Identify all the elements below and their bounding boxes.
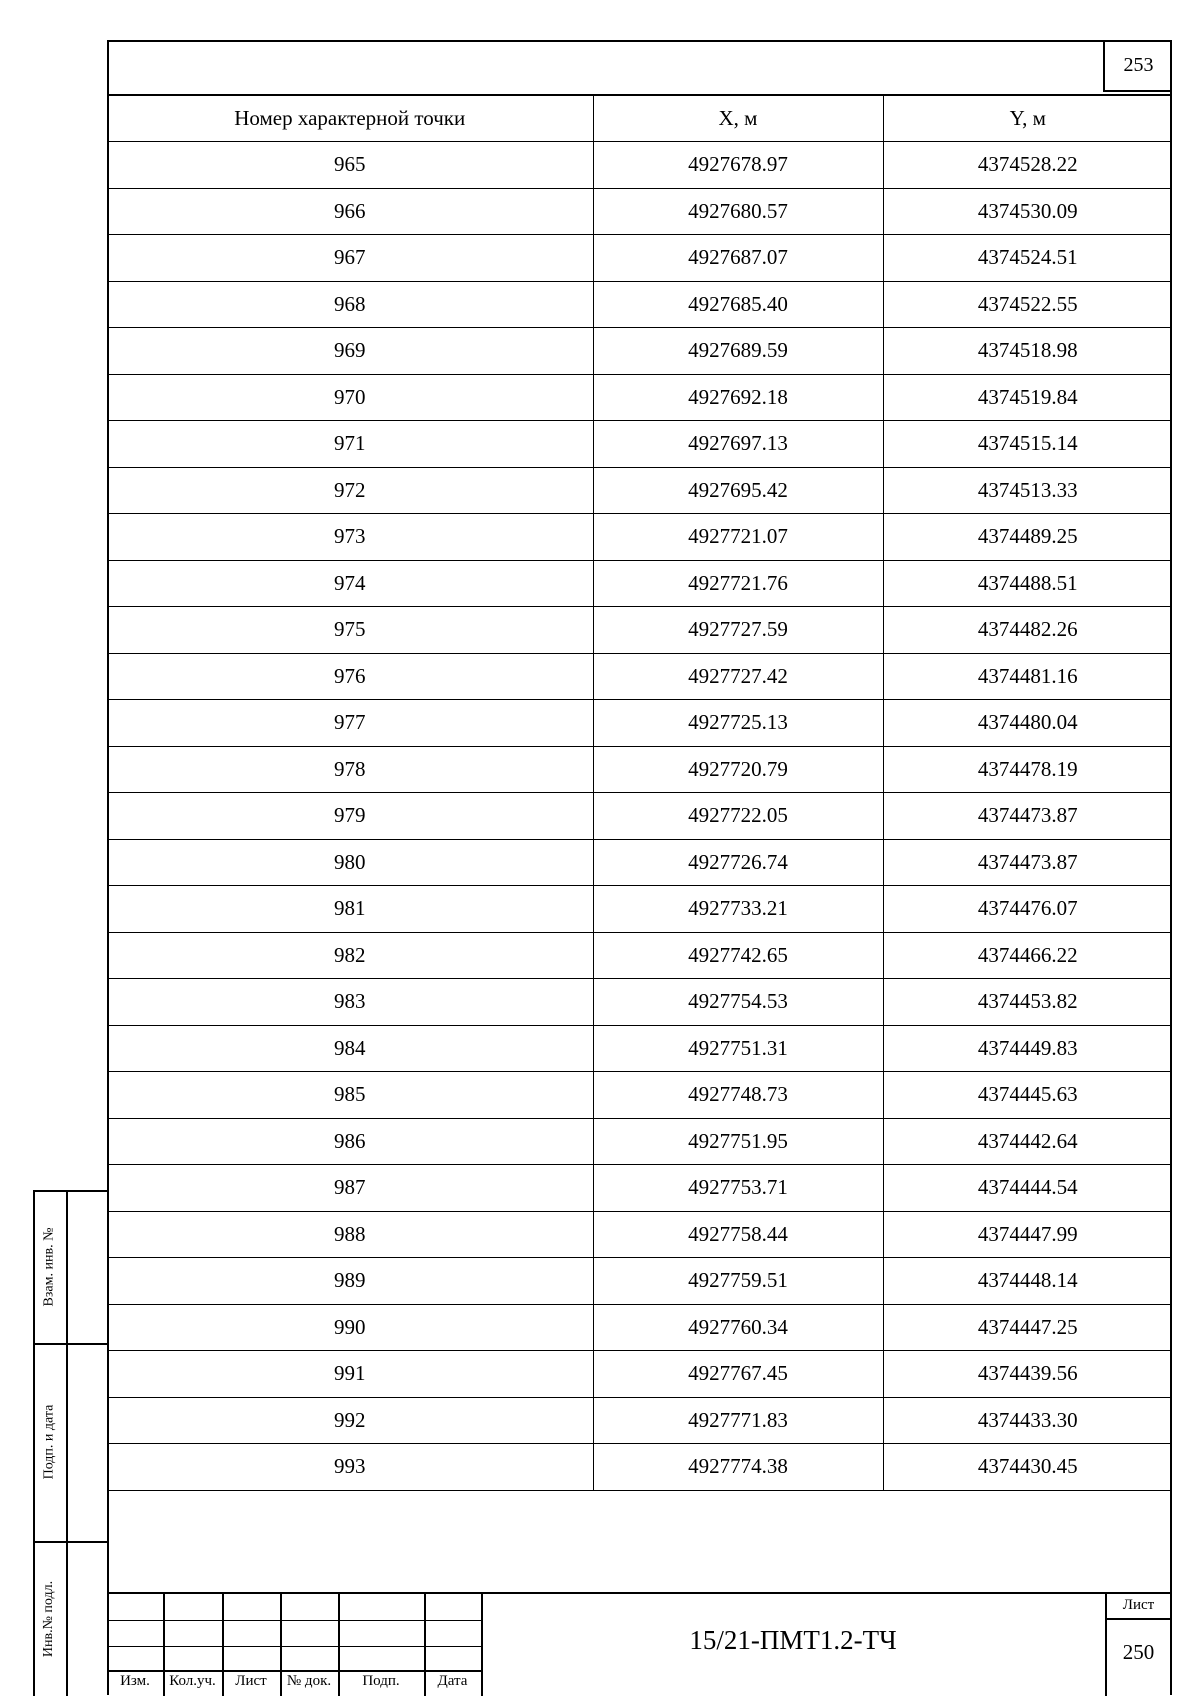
point-number-cell: 993	[107, 1444, 593, 1491]
table-row	[107, 1351, 1172, 1398]
side-label-inv-podl: Инв.№ подл.	[41, 1580, 57, 1657]
x-coordinate-cell: 4927721.07	[593, 514, 883, 561]
table-row	[107, 235, 1172, 282]
x-coordinate-cell: 4927720.79	[593, 746, 883, 793]
point-number-cell: 985	[107, 1072, 593, 1119]
point-number-cell: 984	[107, 1025, 593, 1072]
table-row	[107, 467, 1172, 514]
x-coordinate-cell: 4927689.59	[593, 328, 883, 375]
table-row	[107, 1165, 1172, 1212]
side-stamp-divider	[66, 1190, 68, 1696]
table-row	[107, 793, 1172, 840]
table-row	[107, 188, 1172, 235]
coordinates-table	[107, 94, 1172, 1491]
table-row	[107, 281, 1172, 328]
y-coordinate-cell: 4374524.51	[883, 235, 1172, 282]
y-coordinate-cell: 4374519.84	[883, 374, 1172, 421]
y-coordinate-cell: 4374528.22	[883, 142, 1172, 189]
x-coordinate-cell: 4927751.31	[593, 1025, 883, 1072]
table-row	[107, 607, 1172, 654]
y-coordinate-cell: 4374515.14	[883, 421, 1172, 468]
table-row	[107, 979, 1172, 1026]
x-coordinate-cell: 4927753.71	[593, 1165, 883, 1212]
x-coordinate-cell: 4927695.42	[593, 467, 883, 514]
point-number-cell: 991	[107, 1351, 593, 1398]
x-coordinate-cell: 4927722.05	[593, 793, 883, 840]
y-coordinate-cell: 4374522.55	[883, 281, 1172, 328]
x-coordinate-cell: 4927758.44	[593, 1211, 883, 1258]
table-row	[107, 700, 1172, 747]
point-number-cell: 965	[107, 142, 593, 189]
point-number-cell: 970	[107, 374, 593, 421]
sheet-number: 250	[1122, 1640, 1155, 1664]
sheet-label: Лист	[1122, 1597, 1155, 1613]
y-coordinate-cell: 4374482.26	[883, 607, 1172, 654]
point-number-cell: 983	[107, 979, 593, 1026]
x-coordinate-cell: 4927697.13	[593, 421, 883, 468]
page-number: 253	[1123, 53, 1154, 76]
point-number-cell: 974	[107, 560, 593, 607]
tb-col-doc-num: № док.	[286, 1673, 332, 1689]
x-coordinate-cell: 4927767.45	[593, 1351, 883, 1398]
table-row	[107, 1397, 1172, 1444]
x-coordinate-cell: 4927680.57	[593, 188, 883, 235]
header-x: X, м	[593, 95, 883, 142]
point-number-cell: 988	[107, 1211, 593, 1258]
y-coordinate-cell: 4374430.45	[883, 1444, 1172, 1491]
point-number-cell: 986	[107, 1118, 593, 1165]
x-coordinate-cell: 4927771.83	[593, 1397, 883, 1444]
y-coordinate-cell: 4374445.63	[883, 1072, 1172, 1119]
y-coordinate-cell: 4374476.07	[883, 886, 1172, 933]
y-coordinate-cell: 4374448.14	[883, 1258, 1172, 1305]
tb-col-izm: Изм.	[120, 1673, 150, 1689]
x-coordinate-cell: 4927748.73	[593, 1072, 883, 1119]
y-coordinate-cell: 4374513.33	[883, 467, 1172, 514]
table-row	[107, 653, 1172, 700]
side-label-podp-data: Подп. и дата	[41, 1404, 57, 1480]
table-row	[107, 1304, 1172, 1351]
table-row	[107, 1072, 1172, 1119]
x-coordinate-cell: 4927687.07	[593, 235, 883, 282]
x-coordinate-cell: 4927678.97	[593, 142, 883, 189]
document-code: 15/21-ПМТ1.2-ТЧ	[689, 1625, 897, 1655]
sheet-box-line	[1105, 1618, 1172, 1620]
point-number-cell: 978	[107, 746, 593, 793]
x-coordinate-cell: 4927726.74	[593, 839, 883, 886]
table-row	[107, 514, 1172, 561]
y-coordinate-cell: 4374453.82	[883, 979, 1172, 1026]
point-number-cell: 989	[107, 1258, 593, 1305]
x-coordinate-cell: 4927751.95	[593, 1118, 883, 1165]
title-block-top-line	[107, 1592, 1172, 1594]
table-row	[107, 421, 1172, 468]
y-coordinate-cell: 4374530.09	[883, 188, 1172, 235]
y-coordinate-cell: 4374480.04	[883, 700, 1172, 747]
point-number-cell: 981	[107, 886, 593, 933]
tb-col-list: Лист	[235, 1673, 267, 1689]
side-cell-vzam	[33, 1190, 66, 1343]
point-number-cell: 975	[107, 607, 593, 654]
point-number-cell: 980	[107, 839, 593, 886]
x-coordinate-cell: 4927754.53	[593, 979, 883, 1026]
table-row	[107, 932, 1172, 979]
table-row	[107, 1258, 1172, 1305]
y-coordinate-cell: 4374433.30	[883, 1397, 1172, 1444]
x-coordinate-cell: 4927725.13	[593, 700, 883, 747]
y-coordinate-cell: 4374473.87	[883, 839, 1172, 886]
y-coordinate-cell: 4374473.87	[883, 793, 1172, 840]
table-row	[107, 1118, 1172, 1165]
y-coordinate-cell: 4374449.83	[883, 1025, 1172, 1072]
x-coordinate-cell: 4927685.40	[593, 281, 883, 328]
point-number-cell: 973	[107, 514, 593, 561]
side-cell-inv-podl	[33, 1541, 66, 1696]
point-number-cell: 976	[107, 653, 593, 700]
point-number-cell: 990	[107, 1304, 593, 1351]
point-number-cell: 992	[107, 1397, 593, 1444]
point-number-cell: 979	[107, 793, 593, 840]
x-coordinate-cell: 4927774.38	[593, 1444, 883, 1491]
table-row	[107, 886, 1172, 933]
table-row	[107, 839, 1172, 886]
table-row	[107, 1444, 1172, 1491]
x-coordinate-cell: 4927760.34	[593, 1304, 883, 1351]
y-coordinate-cell: 4374489.25	[883, 514, 1172, 561]
point-number-cell: 987	[107, 1165, 593, 1212]
point-number-cell: 977	[107, 700, 593, 747]
x-coordinate-cell: 4927721.76	[593, 560, 883, 607]
y-coordinate-cell: 4374442.64	[883, 1118, 1172, 1165]
y-coordinate-cell: 4374466.22	[883, 932, 1172, 979]
point-number-cell: 971	[107, 421, 593, 468]
table-row	[107, 328, 1172, 375]
x-coordinate-cell: 4927742.65	[593, 932, 883, 979]
y-coordinate-cell: 4374518.98	[883, 328, 1172, 375]
x-coordinate-cell: 4927759.51	[593, 1258, 883, 1305]
table-header-row	[107, 95, 1172, 142]
x-coordinate-cell: 4927727.42	[593, 653, 883, 700]
y-coordinate-cell: 4374439.56	[883, 1351, 1172, 1398]
side-cell-podp	[33, 1343, 66, 1541]
point-number-cell: 966	[107, 188, 593, 235]
point-number-cell: 969	[107, 328, 593, 375]
point-number-cell: 982	[107, 932, 593, 979]
tb-col-kol-uch: Кол.уч.	[169, 1673, 216, 1689]
y-coordinate-cell: 4374481.16	[883, 653, 1172, 700]
header-y: Y, м	[883, 95, 1172, 142]
side-label-vzam-inv: Взам. инв. №	[41, 1227, 57, 1306]
x-coordinate-cell: 4927727.59	[593, 607, 883, 654]
y-coordinate-cell: 4374444.54	[883, 1165, 1172, 1212]
page-number-box	[1103, 40, 1172, 92]
header-point-number: Номер характерной точки	[107, 95, 593, 142]
table-row	[107, 1025, 1172, 1072]
table-row	[107, 560, 1172, 607]
table-row	[107, 142, 1172, 189]
tb-col-podp: Подп.	[362, 1673, 400, 1689]
table-row	[107, 374, 1172, 421]
table-body	[107, 142, 1172, 1491]
table-row	[107, 746, 1172, 793]
tb-col-data: Дата	[437, 1673, 468, 1689]
table-row	[107, 1211, 1172, 1258]
point-number-cell: 972	[107, 467, 593, 514]
y-coordinate-cell: 4374478.19	[883, 746, 1172, 793]
y-coordinate-cell: 4374447.25	[883, 1304, 1172, 1351]
point-number-cell: 968	[107, 281, 593, 328]
x-coordinate-cell: 4927692.18	[593, 374, 883, 421]
y-coordinate-cell: 4374447.99	[883, 1211, 1172, 1258]
x-coordinate-cell: 4927733.21	[593, 886, 883, 933]
point-number-cell: 967	[107, 235, 593, 282]
y-coordinate-cell: 4374488.51	[883, 560, 1172, 607]
